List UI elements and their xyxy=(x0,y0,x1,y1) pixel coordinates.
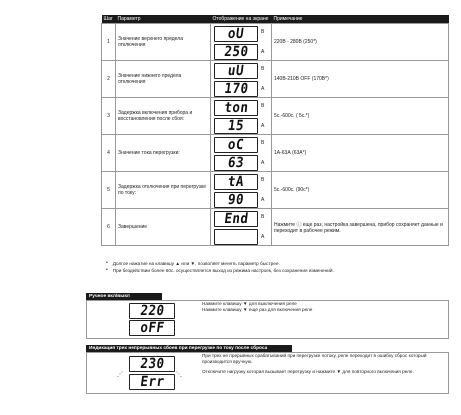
lcd-letter-top: B xyxy=(261,140,265,146)
blink-rays-right-icon: ⋱ xyxy=(176,372,182,378)
display-cell xyxy=(211,61,272,98)
lcd-top: tA xyxy=(214,174,258,190)
settings-table xyxy=(101,15,449,246)
param-label: Значение нижнего предела отключения xyxy=(116,61,211,98)
lcd-bottom: 63 xyxy=(214,155,258,171)
header-note: Примечание xyxy=(272,15,449,24)
table-row xyxy=(102,98,449,135)
manual-lcd-top: 220 xyxy=(129,303,175,319)
lcd-bottom: 170 xyxy=(214,81,258,97)
display-cell xyxy=(211,98,272,135)
fault-section-header: Индикация трех непрерывных сбоев при перегрузке по току после сброса xyxy=(86,345,292,352)
header-display: Отображение на экране xyxy=(211,15,272,24)
note-text: Нажмите ⓘ еще раз, настройка завершена, прибор сохраняет данные и переходит в рабочее режим. xyxy=(272,209,449,246)
table-row xyxy=(102,24,449,61)
fault-line: При трех не прерывных срабатываний при перегрузке потоку, реле переходит в ошибку сброс который производится вручную. xyxy=(202,353,427,364)
note-text: 5с.-600с. (90с*) xyxy=(272,172,449,209)
note-line: При бездействии более 60с. осуществляется выход из режима настроек, без сохранения изменений. xyxy=(112,268,334,273)
blink-rays-left-icon: ⋰ xyxy=(117,372,123,378)
lcd-letter-bottom: A xyxy=(261,123,265,129)
display-cell xyxy=(211,209,272,246)
manual-line: Нажмите клавишу ▼ еще раз для включения реле xyxy=(202,306,313,312)
param-label: Задержка включения прибора и восстановления после сбоя: xyxy=(116,98,211,135)
lcd-letter-top: B xyxy=(261,214,265,220)
table-row xyxy=(102,209,449,246)
list-item: • При бездействии более 60с. осуществляется выход из режима настроек, без сохранения изменений. xyxy=(106,267,334,273)
param-label: Значение верхнего предела отключения xyxy=(116,24,211,61)
note-text: 220В - 280В (250*) xyxy=(272,24,449,61)
header-param: Параметр xyxy=(116,15,211,24)
list-item: • Долгое нажатие на клавишу ▲ или ▼, позволяет менять параметр быстрее. xyxy=(106,260,280,266)
step-number: 1 xyxy=(102,24,116,61)
lcd-letter-bottom: A xyxy=(261,197,265,203)
lcd-bottom xyxy=(214,229,258,245)
note-text: 5с.-600с. ( 5с.*) xyxy=(272,98,449,135)
lcd-letter-top: B xyxy=(261,66,265,72)
lcd-letter-bottom: A xyxy=(261,86,265,92)
lcd-top: ton xyxy=(214,100,258,116)
step-number: 4 xyxy=(102,135,116,172)
lcd-bottom: 15 xyxy=(214,118,258,134)
lcd-letter-bottom: A xyxy=(261,160,265,166)
lcd-top: uU xyxy=(214,63,258,79)
table-row xyxy=(102,135,449,172)
step-number: 2 xyxy=(102,61,116,98)
fault-lcd-top: 230 xyxy=(129,356,175,372)
lcd-letter-top: B xyxy=(261,29,265,35)
note-text: 140В-210В OFF (170В*) xyxy=(272,61,449,98)
lcd-top: oU xyxy=(214,26,258,42)
display-cell xyxy=(211,135,272,172)
lcd-bottom: 250 xyxy=(214,44,258,60)
lcd-top: End xyxy=(214,211,258,227)
param-label: Значение тока перегрузки: xyxy=(116,135,211,172)
manual-instructions xyxy=(202,301,442,313)
fault-line: Отключите нагрузку которая вызывает перегрузку и нажмите ▼ для повторного включения реле. xyxy=(202,368,414,374)
notes-list xyxy=(104,260,449,274)
display-cell xyxy=(211,172,272,209)
note-text: 1А-63А (63А*) xyxy=(272,135,449,172)
param-label: Задержка отключения при перегрузке по току: xyxy=(116,172,211,209)
note-line: Долгое нажатие на клавишу ▲ или ▼, позволяет менять параметр быстрее. xyxy=(112,261,280,266)
lcd-letter-top: B xyxy=(261,177,265,183)
step-number: 5 xyxy=(102,172,116,209)
manual-line: Нажмите клавишу ▼ для выключения реле xyxy=(202,301,297,306)
lcd-letter-bottom: A xyxy=(261,49,265,55)
step-number: 6 xyxy=(102,209,116,246)
fault-instructions xyxy=(202,353,442,374)
param-label: Завершение xyxy=(116,209,211,246)
lcd-top: oC xyxy=(214,137,258,153)
step-number: 3 xyxy=(102,98,116,135)
lcd-letter-top: B xyxy=(261,103,265,109)
lcd-letter-bottom: A xyxy=(261,234,265,240)
header-step: Шаг xyxy=(102,15,116,24)
lcd-bottom: 90 xyxy=(214,192,258,208)
display-cell xyxy=(211,24,272,61)
table-row xyxy=(102,172,449,209)
fault-lcd-bottom: Err xyxy=(129,374,175,390)
manual-section-header: Ручное вкл/выкл xyxy=(86,293,162,300)
manual-lcd-bottom: oFF xyxy=(129,320,175,336)
table-row xyxy=(102,61,449,98)
